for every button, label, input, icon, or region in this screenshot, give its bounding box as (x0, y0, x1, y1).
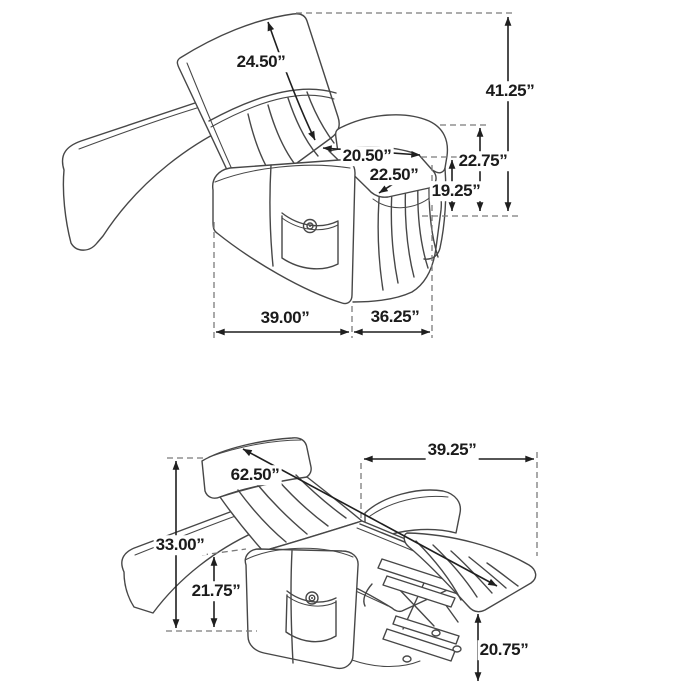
dim-label-back-cushion-height: 24.50” (236, 52, 286, 72)
upright-seat-front-piping (373, 196, 432, 208)
dim-label-arm-floor-height: 21.75” (191, 581, 241, 601)
upright-left-armrest (213, 160, 355, 304)
dim-label-seat-height: 19.25” (431, 181, 481, 201)
dim-label-arm-height: 22.75” (458, 151, 508, 171)
dim-label-back-to-footrest: 39.25” (427, 440, 477, 460)
dim-label-reclined-length: 62.50” (230, 465, 280, 485)
dim-label-reclined-height: 33.00” (155, 535, 205, 555)
dim-label-overall-height: 41.25” (485, 81, 535, 101)
dim-label-overall-width: 39.00” (260, 308, 310, 328)
reclined-left-armrest (245, 549, 358, 668)
dim-label-seat-depth: 20.50” (342, 146, 392, 166)
dim-label-seat-width: 22.50” (369, 165, 419, 185)
dim-label-overall-depth: 36.25” (370, 307, 420, 327)
dim-label-footrest-floor-height: 20.75” (479, 640, 529, 660)
